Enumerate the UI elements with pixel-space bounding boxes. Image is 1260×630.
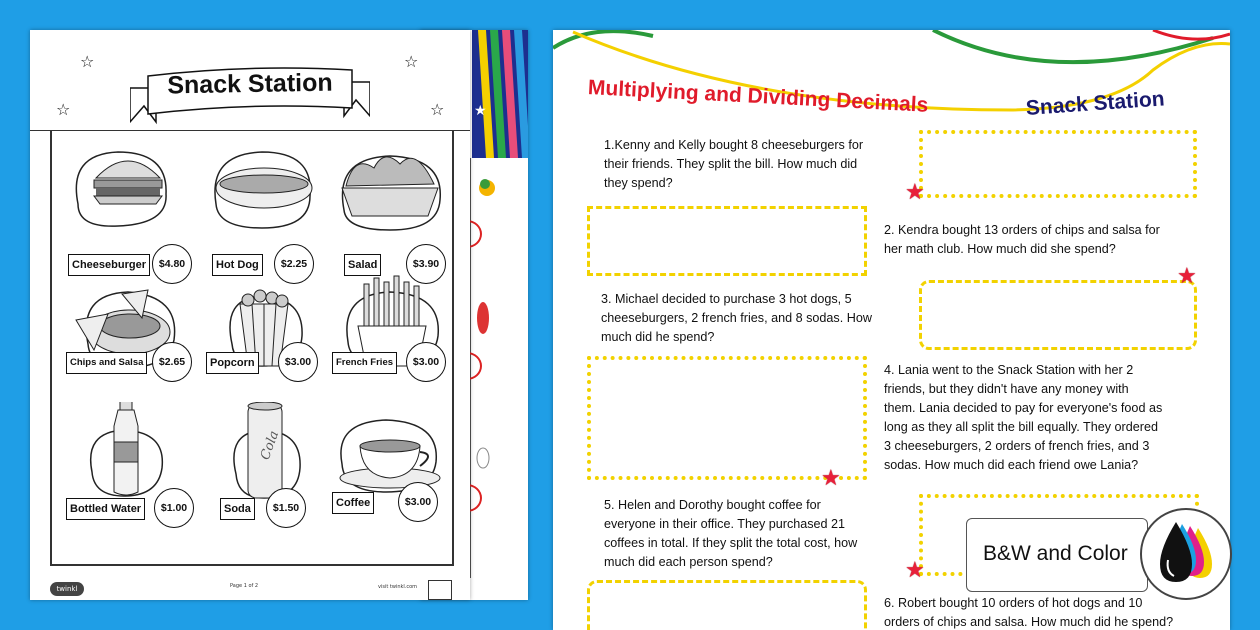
salad-icon [324,134,454,244]
worksheet-title-secondary: Snack Station [1025,87,1166,120]
item-price-badge: $4.80 [152,244,192,284]
item-price-badge: $1.50 [266,488,306,528]
question-line: coffees in total. If they split the total cost, how [604,536,858,550]
item-price-badge: $3.00 [398,482,438,522]
question-1 [604,136,863,193]
question-line: them. Lania decided to pay for everyone's food as [884,401,1163,415]
star-icon: ★ [905,180,925,205]
rainbow-stripes [472,30,528,158]
ink-drops-graphic [1142,510,1230,598]
question-6 [884,594,1173,630]
menu-header [30,30,470,131]
menu-item-chips-and-salsa [58,270,188,410]
menu-grid [50,130,454,566]
item-name-label: Salad [344,254,381,276]
menu-title: Snack Station [167,68,333,100]
menu-item-coffee [324,402,454,542]
svg-text:★: ★ [474,103,487,119]
question-4 [884,361,1162,475]
question-line: friends, but they didn't have any money with [884,382,1129,396]
question-line: 5. Helen and Dorothy bought coffee for [604,498,821,512]
ink-drops-icon [1140,508,1232,600]
item-name-label: French Fries [332,352,397,374]
cheeseburger-icon [58,134,188,244]
item-price-badge: $3.90 [406,244,446,284]
question-line: orders of chips and salsa. How much did he spend? [884,615,1174,629]
question-line: their friends. They split the bill. How much did [604,157,858,171]
item-name-label: Popcorn [206,352,259,374]
badge-label: B&W and Color [983,542,1128,565]
item-price-badge: $2.25 [274,244,314,284]
question-line: much did each person spend? [604,555,773,569]
item-price-badge: $3.00 [278,342,318,382]
question-line: much did he spend? [601,330,715,344]
answer-box-1[interactable] [919,130,1197,198]
bw-color-badge [966,518,1148,592]
question-line: they spend? [604,176,673,190]
star-icon: ☆ [430,100,445,119]
answer-box-2[interactable] [587,206,867,276]
item-price-badge: $2.65 [152,342,192,382]
item-name-label: Cheeseburger [68,254,150,276]
question-5 [604,496,857,572]
item-price-badge: $1.00 [154,488,194,528]
question-line: 4. Lania went to the Snack Station with her 2 [884,363,1134,377]
star-icon: ☆ [80,52,95,71]
question-line: 1.Kenny and Kelly bought 8 cheeseburgers for [604,138,864,152]
svg-text:Cola: Cola [257,428,283,462]
page-number: Page 1 of 2 [230,583,259,589]
star-icon: ☆ [56,100,71,119]
item-name-label: Chips and Salsa [66,352,147,374]
answer-box-4[interactable] [587,356,867,480]
item-name-label: Bottled Water [66,498,145,520]
item-price-badge: $3.00 [406,342,446,382]
star-icon: ☆ [404,52,419,71]
item-name-label: Coffee [332,492,374,514]
question-3 [601,290,872,347]
worksheet-title-main: Multiplying and Dividing Decimals [587,76,929,117]
answer-box-6[interactable] [587,580,867,630]
question-line: sodas. How much did each friend owe Lania? [884,458,1139,472]
menu-footer [30,578,470,600]
question-line: long as they all split the bill equally. They ordered [884,420,1158,434]
hot-dog-icon [192,134,322,244]
question-line: everyone in their office. They purchased 21 [604,517,846,531]
menu-item-soda [192,402,322,542]
question-line: 3 cheeseburgers, 2 orders of french fries, and 3 [884,439,1150,453]
question-line: cheeseburgers, 2 french fries, and 8 sodas. How [601,311,872,325]
question-2 [884,221,1160,259]
footer-url: visit twinkl.com [378,584,418,590]
star-icon: ★ [1177,264,1197,289]
answer-box-3[interactable] [919,280,1197,350]
star-icon: ★ [821,466,841,491]
item-name-label: Soda [220,498,255,520]
question-line: her math club. How much did she spend? [884,242,1116,256]
item-name-label: Hot Dog [212,254,263,276]
menu-item-french-fries [324,270,454,410]
brand-logo: twinkl [50,582,84,596]
question-line: 2. Kendra bought 13 orders of chips and salsa for [884,223,1160,237]
bw-menu-sheet [30,30,470,600]
question-line: 6. Robert bought 10 orders of hot dogs and 10 [884,596,1143,610]
menu-item-popcorn [192,270,322,410]
qr-code-icon [428,580,452,600]
soda-can-icon [192,402,322,512]
question-line: 3. Michael decided to purchase 3 hot dogs, 5 [601,292,852,306]
star-icon: ★ [905,558,925,583]
